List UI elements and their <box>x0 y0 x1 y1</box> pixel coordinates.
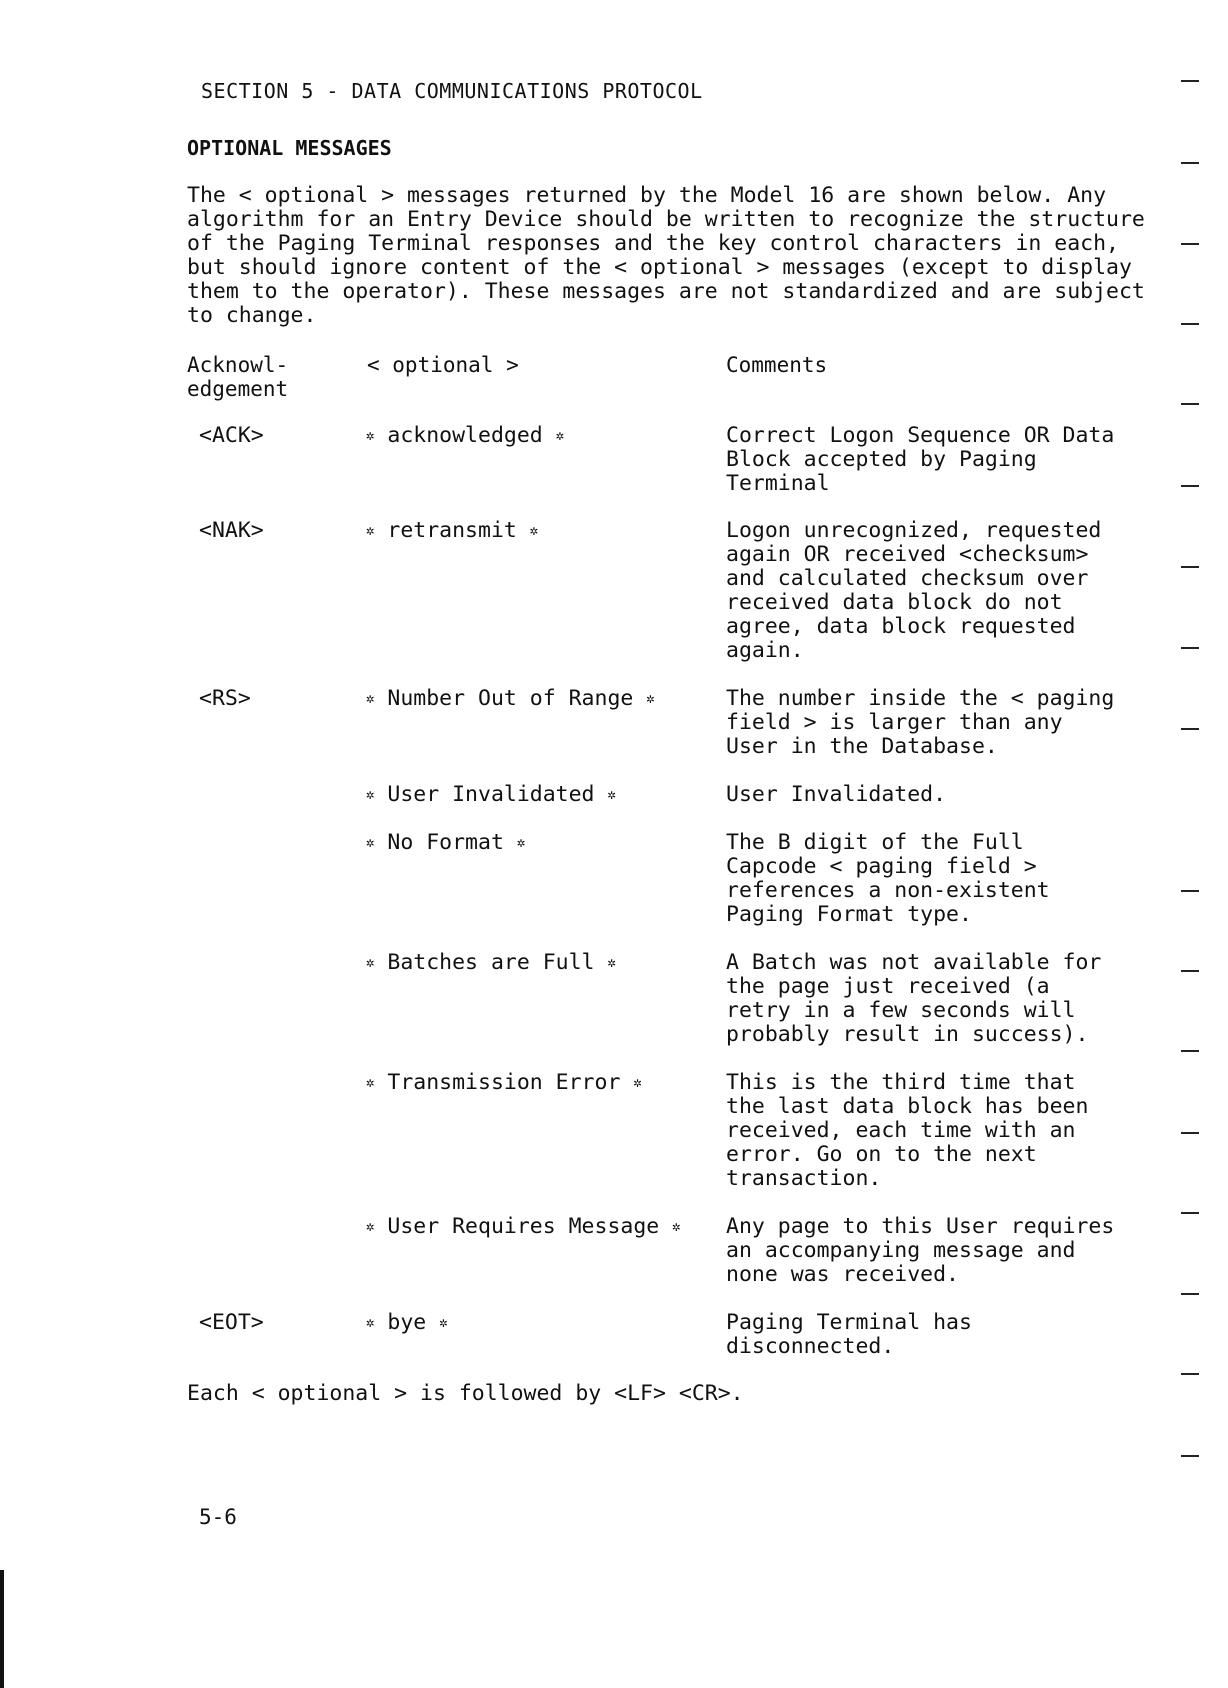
margin-mark <box>1181 728 1199 730</box>
acknowledgement-cell: <RS> <box>199 686 251 711</box>
comment-cell <box>726 783 1106 807</box>
star-icon: ✲ <box>366 787 375 803</box>
optional-message-text: Batches are Full <box>387 950 595 975</box>
intro-line: to change. <box>187 303 317 328</box>
margin-mark <box>1181 323 1199 325</box>
star-icon: ✲ <box>366 1219 375 1235</box>
margin-mark <box>1181 1293 1199 1295</box>
comment-cell <box>726 1311 1106 1359</box>
footer-note: Each < optional > is followed by <LF> <CR>. <box>187 1381 744 1406</box>
comment-line: disconnected. <box>726 1334 895 1359</box>
margin-mark <box>1181 1212 1199 1214</box>
comment-line: field > is larger than any <box>726 710 1063 735</box>
star-icon: ✲ <box>555 428 565 444</box>
intro-line: of the Paging Terminal responses and the key control characters in each, <box>187 231 1119 256</box>
margin-mark <box>1181 80 1199 82</box>
comment-line: none was received. <box>726 1262 959 1287</box>
comment-cell <box>726 951 1106 1047</box>
star-icon: ✲ <box>366 1075 375 1091</box>
comment-line: Block accepted by Paging <box>726 447 1037 472</box>
star-icon: ✲ <box>607 787 616 803</box>
margin-mark <box>1181 890 1199 892</box>
comment-line: probably result in success). <box>726 1022 1089 1047</box>
comment-line: the page just received (a <box>726 974 1050 999</box>
comment-line: again. <box>726 638 804 663</box>
optional-message-text: acknowledged <box>387 423 543 448</box>
column-header-ack <box>187 353 288 401</box>
star-icon: ✲ <box>607 955 616 971</box>
margin-mark <box>1181 162 1199 164</box>
optional-message-cell <box>366 424 564 448</box>
margin-mark <box>1181 1455 1199 1457</box>
comment-line: agree, data block requested <box>726 614 1076 639</box>
comment-cell <box>726 831 1106 927</box>
optional-message-cell <box>366 783 616 807</box>
acknowledgement-cell: <ACK> <box>199 423 264 448</box>
optional-message-text: User Invalidated <box>387 782 595 807</box>
star-icon: ✲ <box>646 691 655 707</box>
comment-cell <box>726 519 1106 663</box>
star-icon: ✲ <box>366 523 375 539</box>
comment-line: and calculated checksum over <box>726 566 1089 591</box>
page-number: 5-6 <box>199 1505 237 1529</box>
margin-mark <box>1181 1132 1199 1134</box>
comment-line: the last data block has been <box>726 1094 1089 1119</box>
comment-line: This is the third time that <box>726 1070 1076 1095</box>
comment-line: Logon unrecognized, requested <box>726 518 1102 543</box>
optional-message-cell <box>366 951 616 975</box>
column-header-comments: Comments <box>726 353 828 377</box>
comment-line: Paging Terminal has <box>726 1310 972 1335</box>
star-icon: ✲ <box>672 1219 681 1235</box>
star-icon: ✲ <box>366 428 375 444</box>
comment-line: The number inside the < paging <box>726 686 1115 711</box>
comment-line: Capcode < paging field > <box>726 854 1037 879</box>
comment-line: retry in a few seconds will <box>726 998 1076 1023</box>
optional-message-cell <box>366 687 655 711</box>
optional-message-cell <box>366 1071 642 1095</box>
comment-line: error. Go on to the next <box>726 1142 1037 1167</box>
comment-line: again OR received <checksum> <box>726 542 1089 567</box>
comment-line: received, each time with an <box>726 1118 1076 1143</box>
intro-paragraph <box>187 183 1145 328</box>
comment-line: an accompanying message and <box>726 1238 1076 1263</box>
intro-line: them to the operator). These messages are not standardized and are subject <box>187 279 1145 304</box>
star-icon: ✲ <box>366 955 375 971</box>
column-header-ack-line: Acknowl- <box>187 353 289 377</box>
comment-line: transaction. <box>726 1166 882 1191</box>
margin-mark <box>1181 566 1199 568</box>
optional-message-cell <box>366 1215 681 1239</box>
column-header-optional: < optional > <box>367 353 519 377</box>
section-header: SECTION 5 - DATA COMMUNICATIONS PROTOCOL <box>201 79 703 103</box>
margin-mark <box>1181 970 1199 972</box>
margin-mark <box>1181 403 1199 405</box>
comment-cell <box>726 1071 1106 1191</box>
optional-message-text: bye <box>387 1310 427 1335</box>
margin-mark <box>1181 1050 1199 1052</box>
optional-message-text: retransmit <box>387 518 517 543</box>
optional-message-text: Number Out of Range <box>387 686 634 711</box>
comment-line: references a non-existent <box>726 878 1050 903</box>
binding-edge <box>0 1570 4 1688</box>
comment-cell <box>726 686 1115 759</box>
comment-line: The B digit of the Full <box>726 830 1024 855</box>
page-title: OPTIONAL MESSAGES <box>187 136 392 160</box>
intro-line: algorithm for an Entry Device should be written to recognize the structure <box>187 207 1145 232</box>
optional-message-text: User Requires Message <box>387 1214 660 1239</box>
star-icon: ✲ <box>529 523 539 539</box>
star-icon: ✲ <box>633 1075 642 1091</box>
comment-line: Terminal <box>726 471 830 496</box>
optional-message-text: No Format <box>387 830 504 855</box>
star-icon: ✲ <box>366 1315 375 1331</box>
star-icon: ✲ <box>516 835 526 851</box>
star-icon: ✲ <box>366 835 375 851</box>
margin-mark <box>1181 485 1199 487</box>
comment-line: Paging Format type. <box>726 902 972 927</box>
acknowledgement-cell: <NAK> <box>199 518 264 543</box>
optional-message-cell <box>366 831 525 855</box>
intro-line: The < optional > messages returned by the Model 16 are shown below. Any <box>187 183 1107 208</box>
optional-message-cell <box>366 519 538 543</box>
optional-message-text: Transmission Error <box>387 1070 621 1095</box>
comment-line: User Invalidated. <box>726 782 947 807</box>
comment-line: received data block do not <box>726 590 1063 615</box>
comment-cell <box>726 423 1115 496</box>
margin-mark <box>1181 243 1199 245</box>
comment-cell <box>726 1214 1115 1287</box>
comment-line: Correct Logon Sequence OR Data <box>726 423 1115 448</box>
acknowledgement-cell: <EOT> <box>199 1310 264 1335</box>
margin-mark <box>1181 1373 1199 1375</box>
margin-mark <box>1181 647 1199 649</box>
comment-line: A Batch was not available for <box>726 950 1102 975</box>
column-header-ack-line: edgement <box>187 377 289 401</box>
star-icon: ✲ <box>439 1315 448 1331</box>
comment-line: User in the Database. <box>726 734 998 759</box>
comment-line: Any page to this User requires <box>726 1214 1115 1239</box>
intro-line: but should ignore content of the < optional > messages (except to display <box>187 255 1132 280</box>
optional-message-cell <box>366 1311 448 1335</box>
star-icon: ✲ <box>366 691 375 707</box>
